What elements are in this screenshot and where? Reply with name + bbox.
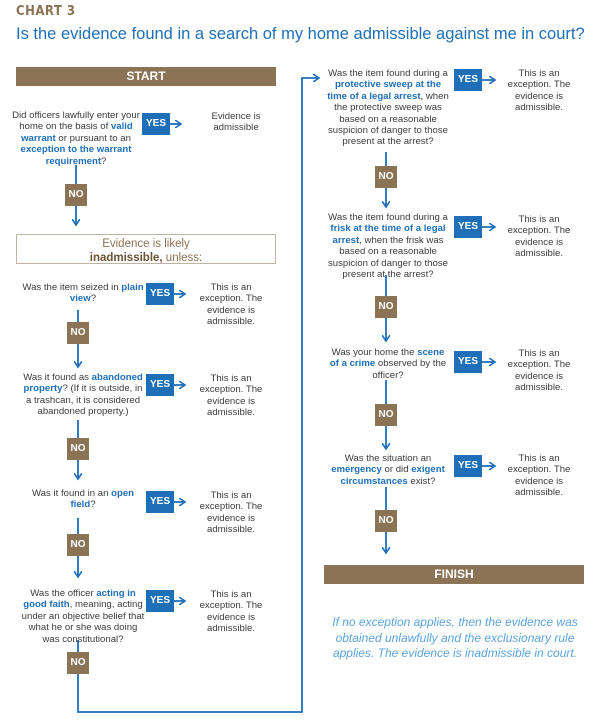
- no-label: NO: [375, 296, 397, 318]
- no-label: NO: [375, 404, 397, 426]
- question-abandoned-property: [20, 372, 146, 418]
- yes-label: YES: [454, 455, 482, 477]
- question-text: Was it found in an: [31, 488, 112, 499]
- no-label: NO: [65, 184, 87, 206]
- emphasis-term: scene of a crime: [329, 347, 445, 370]
- exception-outcome: This is an exception. The evidence is admissible.: [199, 490, 263, 536]
- question-exigent-circumstances: [326, 453, 450, 487]
- emphasis-term: protective sweep at the time of a legal arrest: [327, 79, 442, 102]
- yes-label: YES: [454, 351, 482, 373]
- question-text: , when the protective sweep was based on a reasonable suspicion of danger to those present at the arrest?: [327, 90, 449, 148]
- emphasis-term: open field: [70, 488, 135, 511]
- question-text: Was the officer: [30, 588, 97, 599]
- start-banner: START: [16, 67, 276, 86]
- question-open-field: [20, 488, 146, 511]
- question-text: ?: [90, 499, 96, 511]
- unless-line1: Evidence is likely: [102, 238, 190, 250]
- yes-label: YES: [454, 69, 482, 91]
- question-text: exist?: [407, 475, 436, 487]
- emphasis-term: plain view: [69, 282, 144, 305]
- chart-label: CHART 3: [16, 4, 76, 19]
- emphasis-term: acting in good faith: [23, 588, 136, 611]
- emphasis-term: exigent circumstances: [340, 464, 445, 487]
- exception-outcome: This is an exception. The evidence is admissible.: [199, 282, 263, 328]
- emphasis-term: valid warrant: [21, 121, 133, 144]
- final-note: If no exception applies, then the evidence was obtained unlawfully and the exclusionary rule applies. The evidence is inadmissible in court.: [332, 615, 578, 661]
- question-text: Was the item found during a: [328, 212, 448, 223]
- emphasis-term: abandoned property: [23, 372, 143, 395]
- emphasis-term: exception to the warrant requirement: [20, 144, 132, 167]
- no-label: NO: [67, 322, 89, 344]
- question-text: ?: [90, 293, 97, 305]
- question-text: , when the frisk was based on a reasonable suspicion of danger to those present at the arrest?: [327, 234, 448, 281]
- yes-label: YES: [146, 283, 174, 305]
- yes-label: YES: [146, 491, 174, 513]
- yes-label: YES: [142, 113, 170, 135]
- question-text: or pursuant to an: [55, 132, 131, 144]
- question-protective-sweep: [326, 68, 450, 148]
- question-lawful-entry: [12, 110, 140, 167]
- question-text: Was the item found during a: [328, 68, 448, 79]
- finish-banner: FINISH: [324, 565, 584, 584]
- page-title: Is the evidence found in a search of my home admissible against me in court?: [16, 25, 585, 43]
- unless-rest: unless:: [162, 252, 203, 264]
- question-text: Was your home the: [331, 347, 418, 358]
- no-label: NO: [375, 166, 397, 188]
- question-text: Did officers lawfully enter your home on the basis of: [12, 110, 140, 133]
- question-good-faith: [20, 588, 146, 645]
- exception-outcome: This is an exception. The evidence is admissible.: [507, 68, 571, 114]
- emphasis-term: emergency: [331, 464, 382, 476]
- unless-bold: inadmissible,: [89, 252, 163, 264]
- no-label: NO: [375, 510, 397, 532]
- exception-outcome: This is an exception. The evidence is admissible.: [507, 214, 571, 260]
- exception-outcome: This is an exception. The evidence is admissible.: [507, 348, 571, 394]
- emphasis-term: frisk at the time of a legal arrest: [330, 223, 446, 246]
- yes-label: YES: [146, 590, 174, 612]
- exception-outcome: This is an exception. The evidence is admissible.: [199, 589, 263, 635]
- question-text: or did: [381, 464, 412, 476]
- no-label: NO: [67, 534, 89, 556]
- question-text: Was the situation an: [344, 453, 432, 464]
- inadmissible-unless-box: [16, 234, 276, 264]
- question-text: ?: [101, 155, 107, 167]
- exception-outcome: This is an exception. The evidence is admissible.: [199, 373, 263, 419]
- question-text: , meaning, acting under an objective belief that what he or she was doing was constitutional?: [21, 599, 145, 645]
- no-label: NO: [67, 652, 89, 674]
- question-text: ? (If it is outside, in a trashcan, it is considered abandoned property.): [25, 383, 143, 418]
- exception-outcome: This is an exception. The evidence is admissible.: [507, 453, 571, 499]
- question-text: Was the item seized in: [22, 282, 122, 293]
- question-scene-of-crime: [326, 347, 450, 381]
- outcome-admissible: Evidence is admissible: [211, 111, 261, 134]
- question-plain-view: [20, 282, 146, 305]
- yes-label: YES: [146, 374, 174, 396]
- no-label: NO: [67, 438, 89, 460]
- question-text: Was it found as: [23, 372, 92, 383]
- question-text: observed by the officer?: [372, 358, 447, 381]
- yes-label: YES: [454, 216, 482, 238]
- question-frisk: [326, 212, 450, 280]
